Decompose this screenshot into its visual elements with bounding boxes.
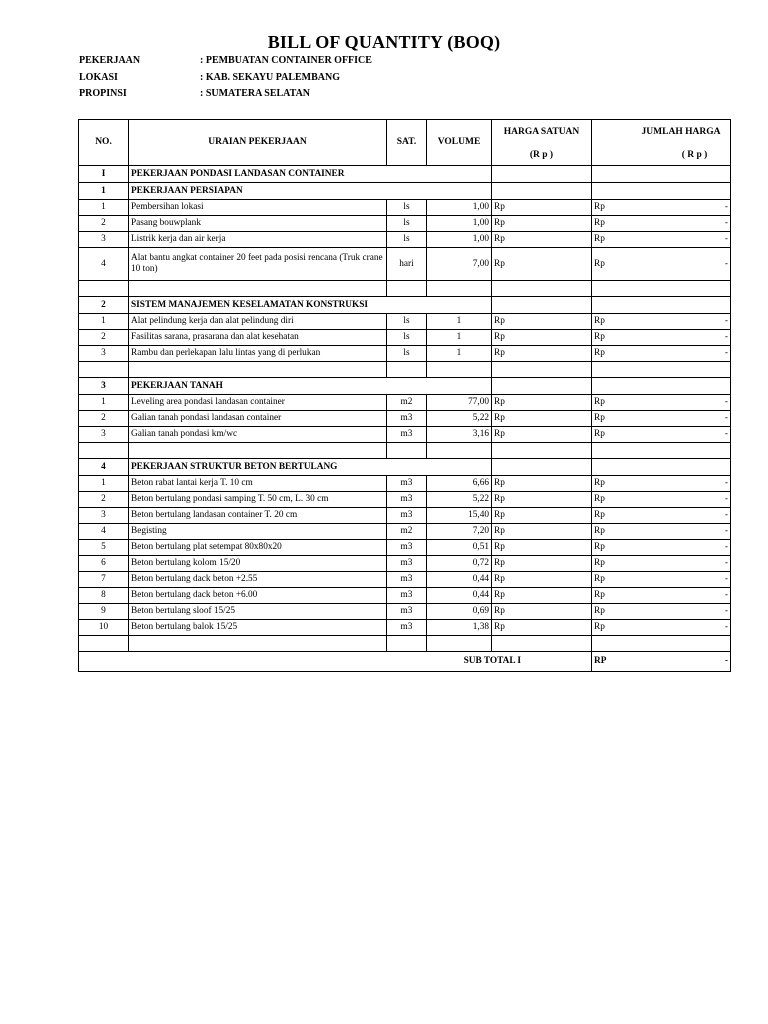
cell-empty [387,362,427,378]
row-no: 3 [79,427,129,443]
row-volume: 77,00 [427,395,492,411]
unit-price-currency: Rp [494,574,505,584]
total-price-value: - [724,622,728,632]
unit-price-currency: Rp [494,332,505,342]
row-no: 1 [79,314,129,330]
row-description: Alat bantu angkat container 20 feet pada posisi rencana (Truk crane 10 ton) [129,248,387,281]
row-unit: m3 [387,556,427,572]
row-total-price [592,524,731,540]
row-unit-price [492,346,592,362]
cell-empty [492,166,592,183]
row-no: 1 [79,476,129,492]
table-row [79,200,731,216]
header-jumlah-harga [592,120,731,166]
row-total-price [592,492,731,508]
row-total-price [592,232,731,248]
row-unit-price [492,314,592,330]
total-price-value: - [724,348,728,358]
table-row [79,508,731,524]
table-row [79,604,731,620]
propinsi-value: : SUMATERA SELATAN [200,88,311,99]
total-price-currency: Rp [594,590,605,600]
table-row [79,492,731,508]
row-unit-price [492,200,592,216]
row-description: Beton bertulang kolom 15/20 [129,556,387,572]
row-total-price [592,330,731,346]
total-price-currency: Rp [594,574,605,584]
cell-empty [592,183,731,200]
row-unit-price [492,572,592,588]
table-row [79,395,731,411]
row-unit: ls [387,200,427,216]
unit-price-currency: Rp [494,234,505,244]
row-no: 1 [79,395,129,411]
table-row [79,588,731,604]
row-volume: 1,00 [427,200,492,216]
row-unit-price [492,427,592,443]
cell-empty [592,636,731,652]
row-total-price [592,314,731,330]
subtotal-row [79,652,731,672]
cell-empty [492,378,592,395]
section-row [79,378,731,395]
row-total-price [592,427,731,443]
total-price-currency: Rp [594,510,605,520]
cell-empty [492,636,592,652]
table-row [79,556,731,572]
subtotal-amount [592,652,731,672]
boq-table-body [79,166,731,652]
row-unit-price [492,411,592,427]
cell-empty [387,281,427,297]
table-row [79,524,731,540]
lokasi-label: LOKASI [79,71,118,83]
subtotal-currency: RP [594,656,607,666]
unit-price-currency: Rp [494,542,505,552]
row-volume: 6,66 [427,476,492,492]
cell-empty [129,362,387,378]
row-total-price [592,508,731,524]
total-price-currency: Rp [594,413,605,423]
row-total-price [592,604,731,620]
cell-empty [592,378,731,395]
section-row [79,459,731,476]
row-description: Alat pelindung kerja dan alat pelindung diri [129,314,387,330]
total-price-currency: Rp [594,526,605,536]
row-unit: m3 [387,540,427,556]
header-no: NO. [79,120,129,166]
row-total-price [592,572,731,588]
row-volume: 0,44 [427,588,492,604]
row-no: 8 [79,588,129,604]
total-price-value: - [724,397,728,407]
section-title: PEKERJAAN TANAH [129,378,492,395]
boq-table [78,119,731,672]
total-price-currency: Rp [594,258,605,269]
unit-price-currency: Rp [494,218,505,228]
row-unit: m2 [387,395,427,411]
row-unit: m3 [387,411,427,427]
cell-empty [79,636,129,652]
total-price-currency: Rp [594,234,605,244]
row-description: Fasilitas sarana, prasarana dan alat kesehatan [129,330,387,346]
unit-price-currency: Rp [494,429,505,439]
row-volume: 1,00 [427,216,492,232]
total-price-value: - [724,558,728,568]
total-price-currency: Rp [594,542,605,552]
total-price-value: - [724,202,728,212]
unit-price-currency: Rp [494,606,505,616]
table-row [79,216,731,232]
cell-empty [427,636,492,652]
row-description: Beton bertulang plat setempat 80x80x20 [129,540,387,556]
cell-empty [592,362,731,378]
cell-empty [387,443,427,459]
row-total-price [592,346,731,362]
total-price-currency: Rp [594,348,605,358]
total-price-value: - [724,478,728,488]
unit-price-currency: Rp [494,622,505,632]
section-row [79,166,731,183]
row-unit-price [492,524,592,540]
row-description: Beton rabat lantai kerja T. 10 cm [129,476,387,492]
total-price-currency: Rp [594,606,605,616]
row-volume: 1 [427,330,492,346]
cell-empty [79,443,129,459]
row-no: 4 [79,248,129,281]
row-description: Beton bertulang balok 15/25 [129,620,387,636]
cell-empty [492,281,592,297]
row-unit-price [492,216,592,232]
row-unit: m3 [387,588,427,604]
table-row [79,232,731,248]
unit-price-currency: Rp [494,478,505,488]
total-price-value: - [724,234,728,244]
unit-price-currency: Rp [494,510,505,520]
row-unit: hari [387,248,427,281]
cell-empty [427,443,492,459]
total-price-currency: Rp [594,558,605,568]
table-row [79,411,731,427]
row-description: Leveling area pondasi landasan container [129,395,387,411]
total-price-currency: Rp [594,429,605,439]
header-uraian: URAIAN PEKERJAAN [129,120,387,166]
row-no: 3 [79,346,129,362]
row-description: Beton bertulang dack beton +2.55 [129,572,387,588]
cell-empty [129,281,387,297]
total-price-value: - [724,494,728,504]
row-total-price [592,395,731,411]
row-no: 5 [79,540,129,556]
cell-empty [427,281,492,297]
row-no: 2 [79,216,129,232]
unit-price-currency: Rp [494,316,505,326]
total-price-value: - [724,526,728,536]
cell-empty [387,636,427,652]
row-no: 2 [79,411,129,427]
row-unit: ls [387,346,427,362]
cell-empty [492,183,592,200]
total-price-value: - [724,606,728,616]
table-row [79,572,731,588]
cell-empty [79,281,129,297]
table-row [79,330,731,346]
cell-empty [492,362,592,378]
total-price-value: - [724,258,728,269]
total-price-value: - [724,590,728,600]
cell-empty [592,281,731,297]
row-description: Galian tanah pondasi km/wc [129,427,387,443]
row-description: Pasang bouwplank [129,216,387,232]
row-volume: 3,16 [427,427,492,443]
total-price-value: - [724,510,728,520]
row-unit-price [492,508,592,524]
row-total-price [592,588,731,604]
table-row [79,314,731,330]
row-no: 2 [79,330,129,346]
row-total-price [592,200,731,216]
row-no: 4 [79,459,129,476]
row-volume: 0,72 [427,556,492,572]
row-volume: 15,40 [427,508,492,524]
row-total-price [592,216,731,232]
pekerjaan-label: PEKERJAAN [79,55,141,66]
row-volume: 5,22 [427,492,492,508]
row-total-price [592,476,731,492]
total-price-currency: Rp [594,218,605,228]
row-volume: 5,22 [427,411,492,427]
row-description: Rambu dan perlekapan lalu lintas yang di perlukan [129,346,387,362]
cell-empty [129,443,387,459]
header-sat: SAT. [387,120,427,166]
row-unit: m3 [387,572,427,588]
unit-price-currency: Rp [494,494,505,504]
blank-row [79,636,731,652]
table-row [79,620,731,636]
header-volume: VOLUME [427,120,492,166]
row-volume: 1 [427,346,492,362]
propinsi-label: PROPINSI [79,88,127,99]
total-price-value: - [724,218,728,228]
cell-empty [492,297,592,314]
unit-price-currency: Rp [494,202,505,212]
row-unit-price [492,330,592,346]
total-price-value: - [724,316,728,326]
row-unit: ls [387,216,427,232]
lokasi-value: : KAB. SEKAYU PALEMBANG [200,71,341,83]
cell-empty [79,362,129,378]
document-title: BILL OF QUANTITY (BOQ) [267,32,501,52]
table-row [79,540,731,556]
header-jumlah-harga-unit: ( R p ) [681,149,708,160]
row-unit: m2 [387,524,427,540]
row-volume: 0,44 [427,572,492,588]
cell-empty [592,443,731,459]
row-unit: m3 [387,476,427,492]
row-no: 2 [79,297,129,314]
section-title: PEKERJAAN PONDASI LANDASAN CONTAINER [129,166,492,183]
unit-price-currency: Rp [494,558,505,568]
row-unit-price [492,604,592,620]
row-unit-price [492,620,592,636]
cell-empty [129,636,387,652]
row-unit-price [492,588,592,604]
row-no: 6 [79,556,129,572]
total-price-value: - [724,542,728,552]
total-price-value: - [724,332,728,342]
row-unit: ls [387,330,427,346]
row-description: Begisting [129,524,387,540]
row-no: 2 [79,492,129,508]
row-volume: 7,00 [427,248,492,281]
row-unit-price [492,232,592,248]
row-unit: m3 [387,604,427,620]
row-unit: m3 [387,492,427,508]
row-unit-price [492,395,592,411]
section-title: SISTEM MANAJEMEN KESELAMATAN KONSTRUKSI [129,297,492,314]
row-total-price [592,540,731,556]
row-no: 9 [79,604,129,620]
unit-price-currency: Rp [494,413,505,423]
row-unit: m3 [387,427,427,443]
row-unit: m3 [387,620,427,636]
blank-row [79,281,731,297]
row-no: 3 [79,232,129,248]
header-harga-satuan [492,120,592,166]
cell-empty [592,297,731,314]
section-row [79,297,731,314]
total-price-currency: Rp [594,316,605,326]
header-jumlah-harga-label: JUMLAH HARGA [641,126,721,137]
unit-price-currency: Rp [494,258,505,269]
table-row [79,248,731,281]
row-unit: ls [387,314,427,330]
unit-price-currency: Rp [494,397,505,407]
table-row [79,476,731,492]
row-unit-price [492,540,592,556]
total-price-value: - [724,413,728,423]
row-unit-price [492,248,592,281]
row-volume: 1,00 [427,232,492,248]
header-harga-satuan-unit: (R p ) [529,149,554,160]
row-unit-price [492,476,592,492]
section-title: PEKERJAAN PERSIAPAN [129,183,492,200]
cell-empty [592,166,731,183]
row-no: 4 [79,524,129,540]
row-volume: 7,20 [427,524,492,540]
unit-price-currency: Rp [494,348,505,358]
row-description: Beton bertulang dack beton +6.00 [129,588,387,604]
blank-row [79,362,731,378]
row-description: Beton bertulang sloof 15/25 [129,604,387,620]
row-unit-price [492,556,592,572]
row-no: 3 [79,508,129,524]
row-total-price [592,620,731,636]
row-description: Pembersihan lokasi [129,200,387,216]
row-no: 3 [79,378,129,395]
row-unit: m3 [387,508,427,524]
cell-empty [492,459,592,476]
cell-empty [492,443,592,459]
total-price-currency: Rp [594,397,605,407]
total-price-currency: Rp [594,202,605,212]
subtotal-value: - [724,656,728,666]
total-price-currency: Rp [594,478,605,488]
total-price-currency: Rp [594,494,605,504]
row-no: I [79,166,129,183]
total-price-currency: Rp [594,332,605,342]
row-unit-price [492,492,592,508]
header-harga-satuan-label: HARGA SATUAN [503,126,580,137]
row-volume: 1 [427,314,492,330]
row-total-price [592,248,731,281]
total-price-value: - [724,574,728,584]
row-no: 1 [79,183,129,200]
pekerjaan-value: : PEMBUATAN CONTAINER OFFICE [200,55,372,66]
row-total-price [592,556,731,572]
row-volume: 0,51 [427,540,492,556]
row-description: Beton bertulang landasan container T. 20 cm [129,508,387,524]
subtotal-label: SUB TOTAL I [79,652,592,672]
cell-empty [592,459,731,476]
row-no: 10 [79,620,129,636]
table-row [79,427,731,443]
section-title: PEKERJAAN STRUKTUR BETON BERTULANG [129,459,492,476]
row-unit: ls [387,232,427,248]
section-row [79,183,731,200]
table-row [79,346,731,362]
row-volume: 0,69 [427,604,492,620]
row-description: Beton bertulang pondasi samping T. 50 cm, L. 30 cm [129,492,387,508]
unit-price-currency: Rp [494,590,505,600]
blank-row [79,443,731,459]
row-volume: 1,38 [427,620,492,636]
total-price-value: - [724,429,728,439]
total-price-currency: Rp [594,622,605,632]
row-no: 7 [79,572,129,588]
row-description: Galian tanah pondasi landasan container [129,411,387,427]
row-description: Listrik kerja dan air kerja [129,232,387,248]
row-no: 1 [79,200,129,216]
cell-empty [427,362,492,378]
row-total-price [592,411,731,427]
table-header-row [79,120,731,166]
unit-price-currency: Rp [494,526,505,536]
